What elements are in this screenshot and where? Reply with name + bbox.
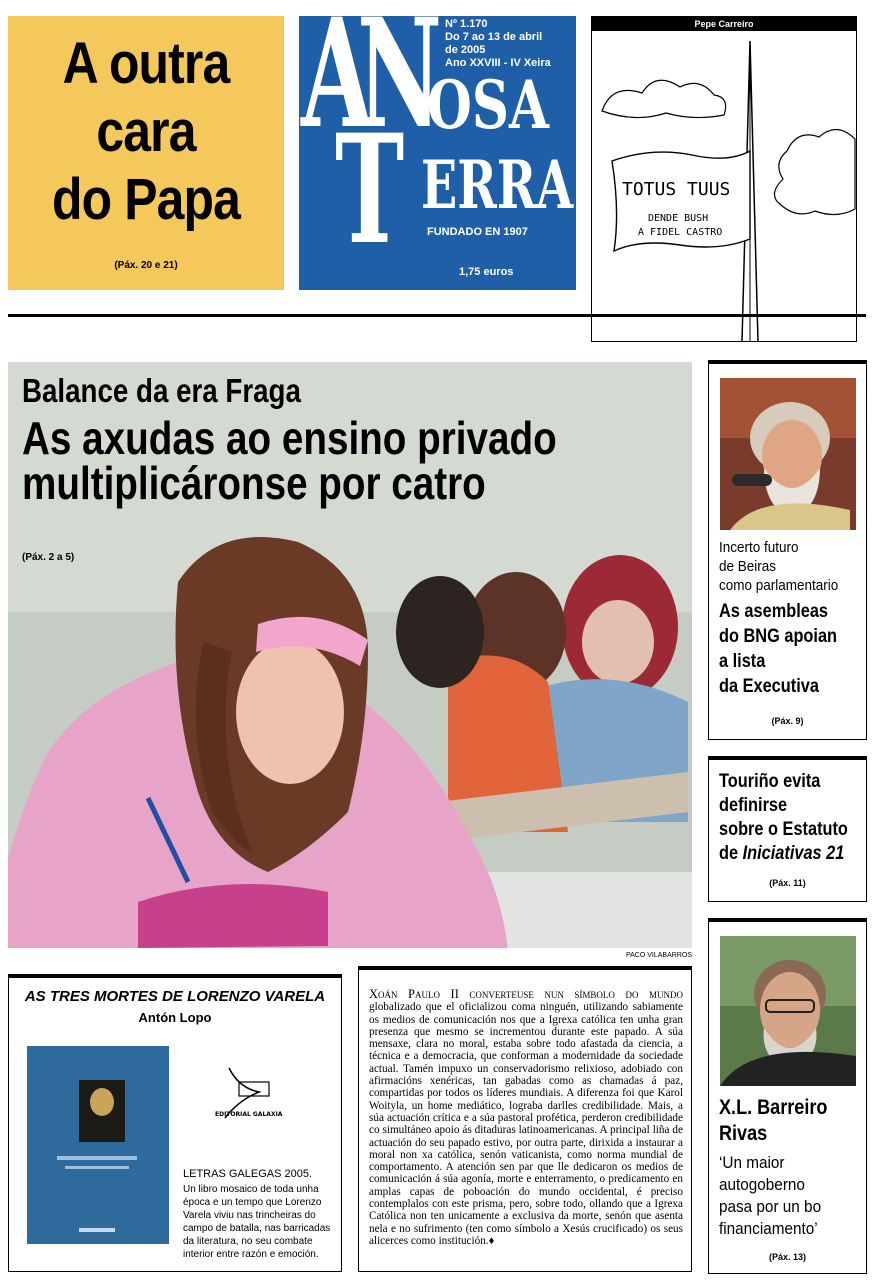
tourino-headline-line — [719, 842, 844, 866]
cartoon-drawing — [592, 31, 856, 341]
book-label: LETRAS GALEGAS 2005. — [183, 1168, 313, 1180]
beiras-kicker-line: Incerto futuro — [719, 539, 799, 556]
publisher-logo-text: EDITORIAL GALAXIA — [215, 1111, 283, 1118]
beiras-headline-line: do BNG apoian — [719, 626, 838, 647]
lead-headline — [22, 412, 557, 509]
book-cover — [27, 1046, 169, 1244]
cartoon-banner-line: DENDE BUSH — [648, 213, 709, 224]
lead-headline-line: As axudas ao ensino privado — [22, 412, 557, 464]
barreiro-page-ref: (Páx. 13) — [768, 1252, 807, 1262]
beiras-kicker-line: como parlamentario — [719, 577, 839, 594]
tourino-headline-line: sobre o Estatuto — [719, 819, 848, 840]
lead-story[interactable] — [8, 362, 692, 948]
book-author: Antón Lopo — [138, 1010, 212, 1025]
lead-headline-line: multiplicáronse por catro — [22, 457, 486, 509]
papa-feature-box[interactable] — [8, 16, 284, 290]
issue-dates: Do 7 ao 13 de abril — [445, 31, 543, 43]
founded-label: FUNDADO EN 1907 — [427, 226, 528, 238]
book-feature[interactable] — [8, 974, 342, 1272]
top-divider — [8, 314, 866, 317]
editorial-lead-in: Xoán Paulo II converteuse nun símbolo do mundo — [369, 987, 683, 1001]
tourino-headline-line: definirse — [719, 795, 788, 816]
logo-word-erra: ERRA — [421, 146, 574, 224]
barreiro-quote-line: autogoberno — [719, 1175, 805, 1194]
beiras-page-ref: (Páx. 9) — [771, 716, 804, 726]
end-mark-icon: ♦ — [488, 1234, 495, 1247]
beiras-kicker-line: de Beiras — [719, 558, 777, 575]
cartoon-author: Pepe Carreiro — [592, 17, 856, 31]
issue-number: Nº 1.170 — [445, 18, 488, 30]
lead-page-ref: (Páx. 2 a 5) — [22, 552, 75, 563]
tourino-headline-line: Touriño evita — [719, 771, 821, 792]
barreiro-quote-line: financiamento’ — [719, 1219, 818, 1238]
papa-headline-line: do Papa — [51, 167, 240, 232]
cartoon-banner-line: TOTUS TUUS — [622, 179, 731, 200]
papa-headline — [27, 30, 264, 234]
logo-letter-t: T — [335, 102, 405, 278]
papa-headline-line: A outra — [62, 31, 230, 96]
editorial-text — [369, 988, 683, 1247]
tourino-headline-prefix: de — [719, 843, 743, 864]
photo-credit: PACO VILABARROS — [625, 952, 692, 959]
issue-edition: Ano XXVIII - IV Xeira — [445, 57, 551, 69]
beiras-photo — [720, 378, 856, 530]
tourino-headline-italic: Iniciativas 21 — [742, 843, 845, 864]
book-title: AS TRES MORTES DE LORENZO VARELA — [24, 988, 326, 1005]
barreiro-name-line: Rivas — [719, 1122, 768, 1145]
lead-kicker: Balance da era Fraga — [22, 372, 301, 409]
galaxia-logo — [209, 1058, 289, 1122]
price-label: 1,75 euros — [459, 266, 514, 278]
logo-letter-a: A — [301, 16, 374, 162]
barreiro-photo — [720, 936, 856, 1086]
masthead-logo[interactable] — [299, 16, 576, 290]
papa-headline-line: cara — [96, 99, 196, 164]
barreiro-interview[interactable] — [708, 918, 867, 1274]
cartoon-banner-line: A FIDEL CASTRO — [638, 227, 723, 238]
beiras-headline-line: a lista — [719, 651, 766, 672]
barreiro-name-line: X.L. Barreiro — [719, 1096, 828, 1119]
cartoon-box[interactable] — [591, 16, 857, 342]
tourino-page-ref: (Páx. 11) — [769, 878, 806, 888]
papa-page-ref: (Páx. 20 e 21) — [114, 260, 178, 271]
issue-info — [445, 18, 551, 70]
logo-letter-n: N — [357, 16, 443, 162]
barreiro-quote-line: pasa por un bo — [719, 1197, 822, 1216]
beiras-headline-line: da Executiva — [719, 676, 819, 697]
book-description: Un libro mosaico de toda unha época e un tempo que Lorenzo Varela viviu nas trincheiras do campo de batalla, nas barricadas da literatura, no seu combate interior entre razón e emoción. — [183, 1184, 331, 1260]
barreiro-quote-line: ‘Un maior — [719, 1153, 785, 1172]
beiras-headline-line: As asembleas — [719, 601, 829, 622]
beiras-story[interactable] — [708, 360, 867, 740]
issue-year: de 2005 — [445, 44, 486, 56]
editorial-box[interactable] — [358, 966, 692, 1272]
logo-word-osa: OSA — [427, 66, 549, 144]
tourino-story[interactable] — [708, 756, 867, 902]
editorial-body: globalizado que el oficializou coma ninguén, utilizando sabiamente os medios de comunicación nos que a Igrexa católica ten unha gran presenza que mesmo se incrementou durante este papado. A súa mensaxe, clara no moral, estaba sobre todo afastada da ciencia, a técnica e a democracia, que conforman a modernidade da sociedade actual. Tamén impuxo un conservadorismo relixioso, adobiado con afirmacións xenéricas, tan gabadas como as chamadas á paz, compartidas por todos os líderes mundiais. A diferenza foi que Karol Woityla, un home mediático, lograba darlles credibilidade. Mais, a súa actuación crítica e a súa pastoral profética, perderon credibilidade co simultáneo apoio ás ditaduras latinoamericanas. A principal liña de actuación do seu papado estivo, por outra parte, dirixida a instaurar a moral non xa católica, senón vaticanista, como norma mundial de comportamento. A atención sen par que lle dedicaron os medios de comunicación á súa agonía, morte e enterramento, o predicamento en amplas capas de poboación do mundo occidental, é preciso contemplalos con este prisma, pero, sobre todo, ollando que a Igrexa Católica non ten unicamente a exclusiva da morte, senón que asenta nela e no sufrimento (ten como símbolo a Xesús crucificado) os seus alicerces como institución. — [369, 1001, 683, 1247]
